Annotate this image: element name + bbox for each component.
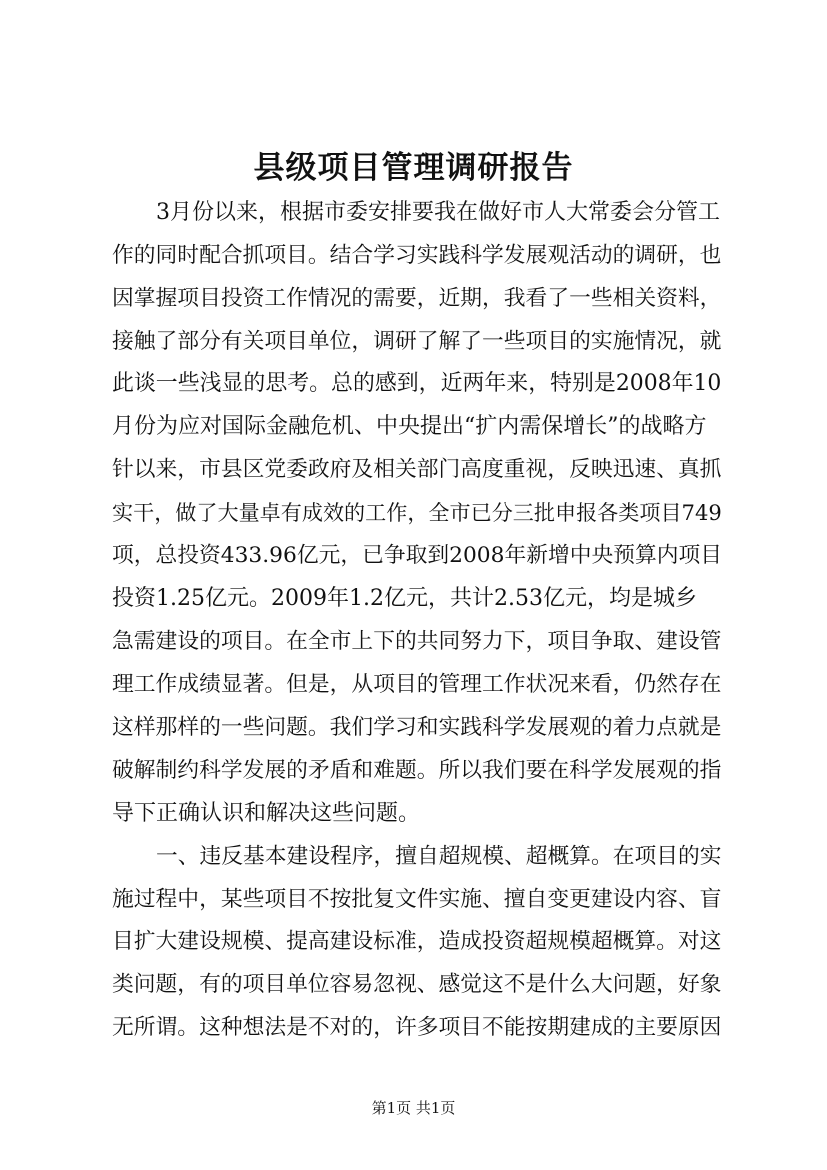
- paragraph-line: 施过程中，某些项目不按批复文件实施、擅自变更建设内容、盲: [112, 887, 722, 912]
- paragraph-line: 项，总投资433.96亿元，已争取到2008年新增中央预算内项目: [112, 543, 722, 568]
- document-title: 县级项目管理调研报告: [253, 150, 574, 186]
- paragraph-line: 目扩大建设规模、提高建设标准，造成投资超规模超概算。对这: [112, 929, 722, 954]
- paragraph-line: 此谈一些浅显的思考。总的感到，近两年来，特别是2008年10: [112, 371, 722, 396]
- paragraph-line: 一、违反基本建设程序，擅自超规模、超概算。在项目的实: [156, 844, 722, 869]
- paragraph-line: 月份为应对国际金融危机、中央提出“扩内需保增长”的战略方: [112, 414, 707, 439]
- paragraph-line: 导下正确认识和解决这些问题。: [112, 801, 421, 826]
- paragraph-line: 实干，做了大量卓有成效的工作，全市已分三批申报各类项目749: [112, 500, 722, 525]
- paragraph-line: 3月份以来，根据市委安排要我在做好市人大常委会分管工: [156, 200, 720, 225]
- paragraph-line: 类问题，有的项目单位容易忽视、感觉这不是什么大问题，好象: [112, 972, 722, 997]
- paragraph-line: 破解制约科学发展的矛盾和难题。所以我们要在科学发展观的指: [112, 758, 722, 783]
- paragraph-line: 针以来，市县区党委政府及相关部门高度重视，反映迅速、真抓: [112, 457, 722, 482]
- paragraph-line: 急需建设的项目。在全市上下的共同努力下，项目争取、建设管: [112, 629, 722, 654]
- paragraph-line: 接触了部分有关项目单位，调研了解了一些项目的实施情况，就: [112, 329, 722, 354]
- page-footer: 第1页 共1页: [371, 1099, 456, 1117]
- paragraph-line: 因掌握项目投资工作情况的需要，近期，我看了一些相关资料，: [112, 286, 722, 311]
- paragraph-line: 作的同时配合抓项目。结合学习实践科学发展观活动的调研，也: [112, 243, 722, 268]
- paragraph-line: 无所谓。这种想法是不对的，许多项目不能按期建成的主要原因: [112, 1015, 722, 1040]
- paragraph-line: 投资1.25亿元。2009年1.2亿元，共计2.53亿元，均是城乡: [112, 586, 697, 611]
- paragraph-line: 理工作成绩显著。但是，从项目的管理工作状况来看，仍然存在: [112, 672, 722, 697]
- paragraph-line: 这样那样的一些问题。我们学习和实践科学发展观的着力点就是: [112, 715, 722, 740]
